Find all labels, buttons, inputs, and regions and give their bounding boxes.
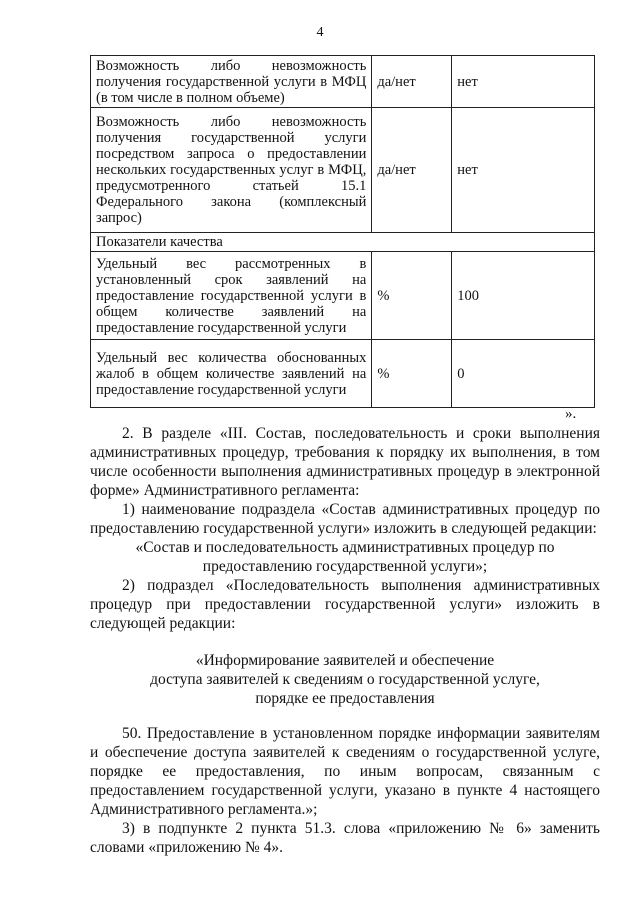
table-row xyxy=(91,252,595,340)
indicators-table xyxy=(90,55,595,408)
paragraph-section-3: 2. В разделе «III. Состав, последовательность и сроки выполнения административных процедур, требования к порядку их выполнения, в том числе особенности выполнения административных процедур в электронной форме» Административного регламента: xyxy=(90,425,600,499)
document-body xyxy=(90,424,600,857)
value-cell: 100 xyxy=(452,252,595,340)
heading-line-1: «Информирование заявителей и обеспечение xyxy=(195,652,495,669)
heading-line-2: доступа заявителей к сведениям о государственной услуге, xyxy=(150,671,540,688)
quoted-title-line-1: «Состав и последовательность административных процедур по xyxy=(135,539,555,556)
value-cell: нет xyxy=(452,108,595,233)
section-title: Показатели качества xyxy=(91,233,595,252)
indicator-cell: Удельный вес количества обоснованных жалоб в общем количестве заявлений на предоставление государственной услуги xyxy=(91,340,372,408)
quoted-title-line-2: предоставлению государственной услуги»; xyxy=(202,558,488,575)
indicator-cell: Удельный вес рассмотренных в установленный срок заявлений на предоставление государственной услуги в общем количестве заявлений на предоставление государственной услуги xyxy=(91,252,372,340)
value-cell: нет xyxy=(452,56,595,108)
unit-cell: % xyxy=(372,340,452,408)
page-number: 4 xyxy=(316,25,324,40)
table-row xyxy=(91,56,595,108)
paragraph-item-50: 50. Предоставление в установленном порядке информации заявителям и обеспечение доступа заявителей к сведениям о государственной услуге, порядке ее предоставления, по иным вопросам, связанным с предоставлением государственной услуги, указано в пункте 4 настоящего Административного регламента.»; xyxy=(90,725,600,818)
indicator-cell: Возможность либо невозможность получения государственной услуги посредством запроса о предоставлении нескольких государственных услуг в МФЦ, предусмотренного статьей 15.1 Федерального закона (комплексный запрос) xyxy=(91,108,372,233)
table-section-row xyxy=(91,233,595,252)
unit-cell: да/нет xyxy=(372,56,452,108)
unit-cell: да/нет xyxy=(372,108,452,233)
paragraph-item-2: 2) подраздел «Последовательность выполнения административных процедур при предоставлении государственной услуги» изложить в следующей редакции: xyxy=(90,577,600,632)
indicator-cell: Возможность либо невозможность получения государственной услуги в МФЦ (в том числе в полном объеме) xyxy=(91,56,372,108)
closing-quote-mark: ». xyxy=(565,406,577,422)
heading-line-3: порядке ее предоставления xyxy=(255,690,435,707)
paragraph-item-3: 3) в подпункте 2 пункта 51.3. слова «приложению № 6» заменить словами «приложению № 4». xyxy=(90,820,600,856)
subsection-heading xyxy=(90,651,600,708)
table-row xyxy=(91,340,595,408)
table-row xyxy=(91,108,595,233)
paragraph-item-1: 1) наименование подраздела «Состав административных процедур по предоставлению государственной услуги» изложить в следующей редакции: xyxy=(90,501,600,537)
value-cell: 0 xyxy=(452,340,595,408)
unit-cell: % xyxy=(372,252,452,340)
